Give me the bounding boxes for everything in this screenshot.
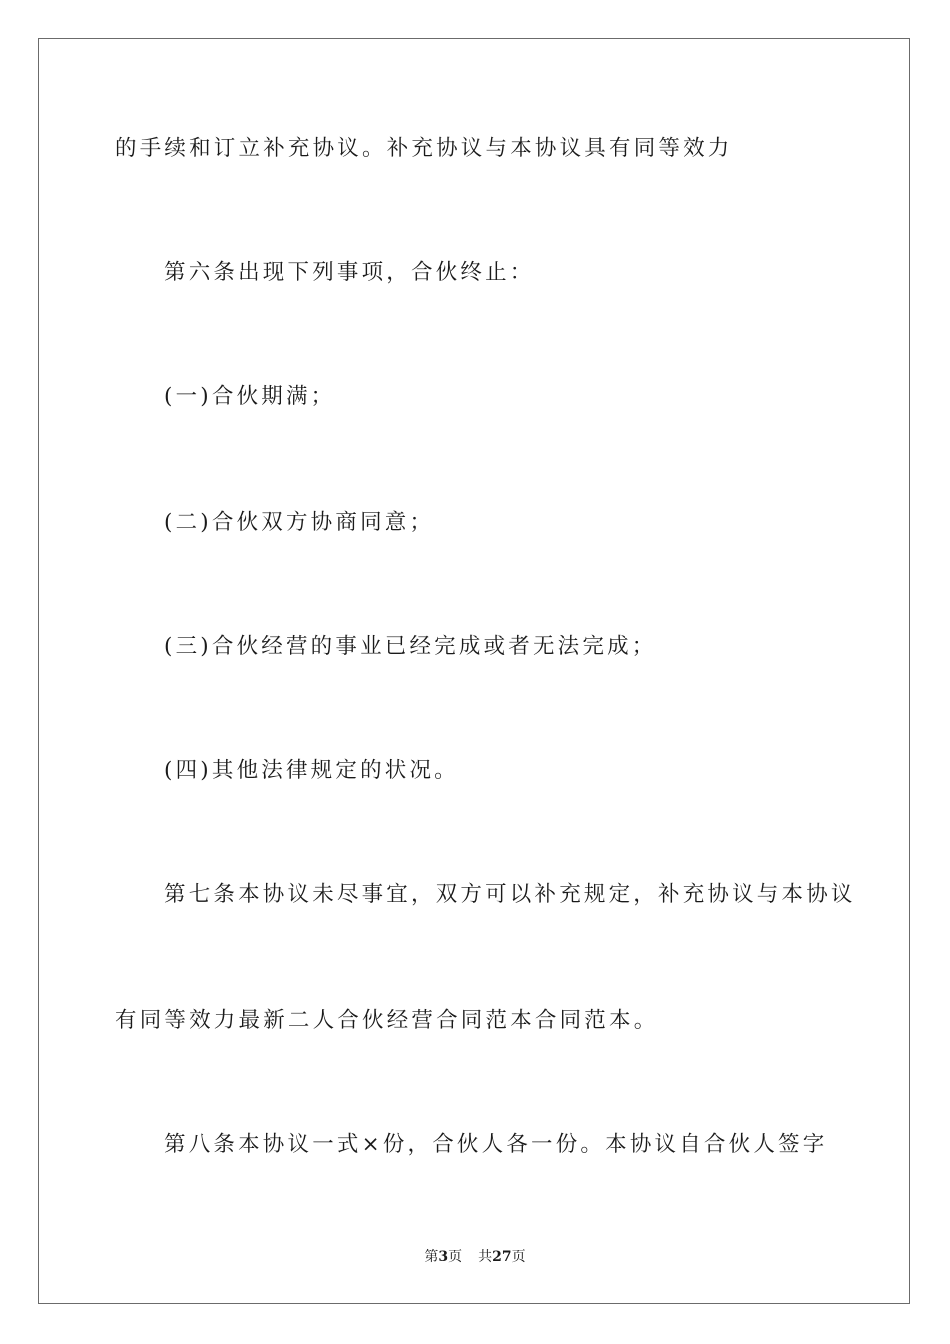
total-pages: 27 — [492, 1249, 512, 1265]
paragraph-line: 的手续和订立补充协议。补充协议与本协议具有同等效力 — [115, 136, 733, 161]
article-seven-line: 第七条本协议未尽事宜，双方可以补充规定，补充协议与本协议 — [164, 882, 856, 907]
article-seven-continuation: 有同等效力最新二人合伙经营合同范本合同范本。 — [115, 1008, 659, 1033]
page-number: 3 — [438, 1249, 449, 1265]
total-suffix: 页 — [511, 1249, 526, 1265]
list-item-1: (一)合伙期满； — [164, 384, 336, 409]
list-item-3: (三)合伙经营的事业已经完成或者无法完成； — [164, 634, 657, 659]
list-item-4: (四)其他法律规定的状况。 — [164, 758, 459, 783]
page-footer — [0, 1247, 950, 1267]
article-six-heading: 第六条出现下列事项，合伙终止： — [164, 260, 535, 285]
total-prefix: 共 — [478, 1249, 493, 1265]
list-item-2: (二)合伙双方协商同意； — [164, 510, 435, 535]
page-suffix: 页 — [448, 1249, 463, 1265]
page-prefix: 第 — [424, 1249, 439, 1265]
article-eight-line: 第八条本协议一式×份，合伙人各一份。本协议自合伙人签字 — [164, 1132, 828, 1157]
page-border — [38, 38, 910, 1304]
